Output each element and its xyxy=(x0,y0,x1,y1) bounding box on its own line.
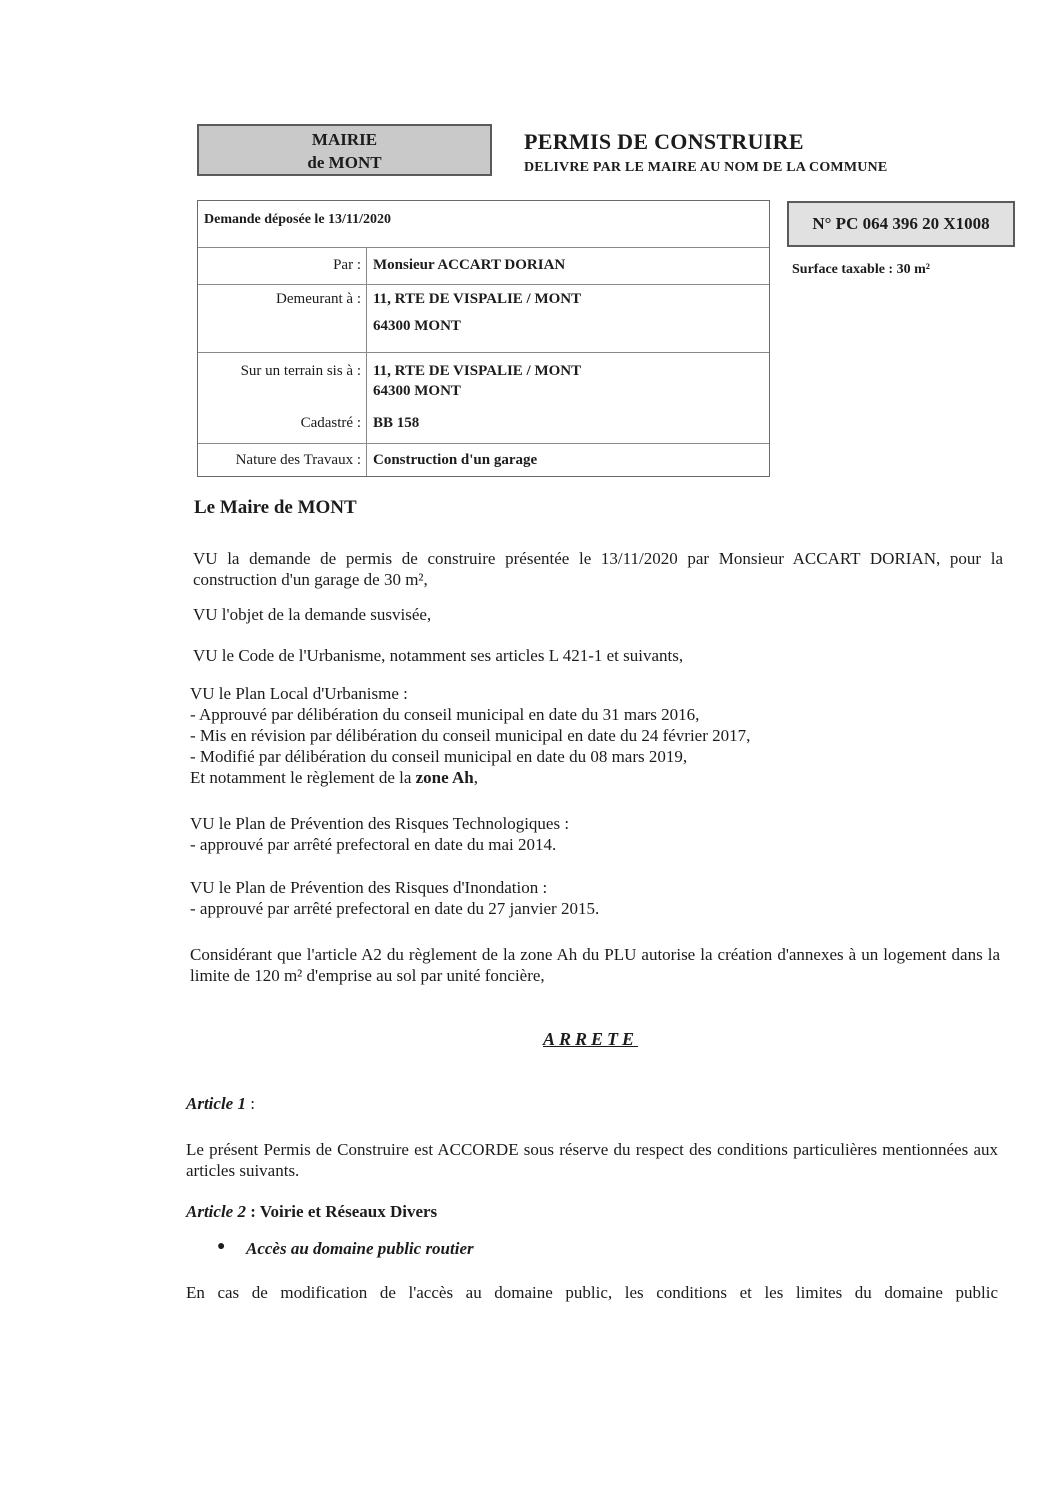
terrain-line1: 11, RTE DE VISPALIE / MONT xyxy=(373,363,582,379)
divider xyxy=(198,443,769,444)
article2-label: Article 2 xyxy=(186,1202,246,1221)
article2-heading xyxy=(186,1201,437,1222)
terrain-line2: 64300 MONT xyxy=(373,383,461,399)
par-value: Monsieur ACCART DORIAN xyxy=(373,257,566,273)
plu-zone-prefix: Et notamment le règlement de la xyxy=(190,768,416,787)
demeurant-line1: 11, RTE DE VISPALIE / MONT xyxy=(373,291,582,307)
article1-suffix: : xyxy=(245,1094,255,1113)
considerant: Considérant que l'article A2 du règlement de la zone Ah du PLU autorise la création d'annexes à un logement dans la limite de 120 m² d'emprise au sol par unité foncière, xyxy=(190,945,1000,985)
cadastre-value: BB 158 xyxy=(373,415,420,431)
plu-revision: - Mis en révision par délibération du conseil municipal en date du 24 février 2017, xyxy=(190,726,751,745)
demeurant-line2: 64300 MONT xyxy=(373,318,461,334)
vu-ppri: VU le Plan de Prévention des Risques d'Inondation : xyxy=(190,878,548,897)
article1-text: Le présent Permis de Construire est ACCORDE sous réserve du respect des conditions particulières mentionnées aux articles suivants. xyxy=(186,1140,998,1180)
mairie-line2: de MONT xyxy=(307,153,382,172)
plu-modifie: - Modifié par délibération du conseil municipal en date du 08 mars 2019, xyxy=(190,747,688,766)
request-table xyxy=(197,200,770,477)
vu-code-urbanisme: VU le Code de l'Urbanisme, notamment ses articles L 421-1 et suivants, xyxy=(193,646,684,665)
cadastre-label: Cadastré : xyxy=(300,415,361,431)
zone-ah: zone Ah xyxy=(415,768,474,787)
terrain-label: Sur un terrain sis à : xyxy=(240,363,361,379)
column-divider xyxy=(366,247,367,476)
article2-text: En cas de modification de l'accès au domaine public, les conditions et les limites du domaine public xyxy=(186,1283,998,1302)
bullet-acces: Accès au domaine public routier xyxy=(246,1239,474,1258)
par-label: Par : xyxy=(333,257,361,273)
mairie-box xyxy=(197,124,492,176)
document-title: PERMIS DE CONSTRUIRE xyxy=(524,129,804,154)
maire-heading: Le Maire de MONT xyxy=(194,497,357,518)
divider xyxy=(198,247,769,248)
deposit-date: Demande déposée le 13/11/2020 xyxy=(204,212,392,227)
nature-value: Construction d'un garage xyxy=(373,452,538,468)
pprt-approuve: - approuvé par arrêté prefectoral en date du mai 2014. xyxy=(190,835,557,854)
arrete-heading: ARRETE xyxy=(543,1029,639,1049)
plu-zone-line xyxy=(190,767,478,788)
bullet-icon: ● xyxy=(217,1239,226,1254)
vu-pprt: VU le Plan de Prévention des Risques Technologiques : xyxy=(190,814,570,833)
permit-number: N° PC 064 396 20 X1008 xyxy=(787,201,1015,247)
divider xyxy=(198,352,769,353)
plu-zone-suffix: , xyxy=(473,768,478,787)
mairie-line1: MAIRIE xyxy=(311,130,378,149)
article1-label: Article 1 xyxy=(186,1094,246,1113)
ppri-approuve: - approuvé par arrêté prefectoral en date du 27 janvier 2015. xyxy=(190,899,600,918)
plu-approuve: - Approuvé par délibération du conseil municipal en date du 31 mars 2016, xyxy=(190,705,700,724)
document-subtitle: DELIVRE PAR LE MAIRE AU NOM DE LA COMMUNE xyxy=(524,160,888,175)
surface-taxable: Surface taxable : 30 m² xyxy=(792,262,930,277)
vu-objet: VU l'objet de la demande susvisée, xyxy=(193,605,432,624)
article1-heading xyxy=(186,1093,255,1114)
vu-demande: VU la demande de permis de construire présentée le 13/11/2020 par Monsieur ACCART DORIAN, pour la construction d'un garage de 30 m², xyxy=(193,549,1003,589)
demeurant-label: Demeurant à : xyxy=(276,291,361,307)
nature-label: Nature des Travaux : xyxy=(235,452,361,468)
divider xyxy=(198,284,769,285)
article2-suffix: : Voirie et Réseaux Divers xyxy=(245,1202,438,1221)
vu-plu: VU le Plan Local d'Urbanisme : xyxy=(190,684,408,703)
